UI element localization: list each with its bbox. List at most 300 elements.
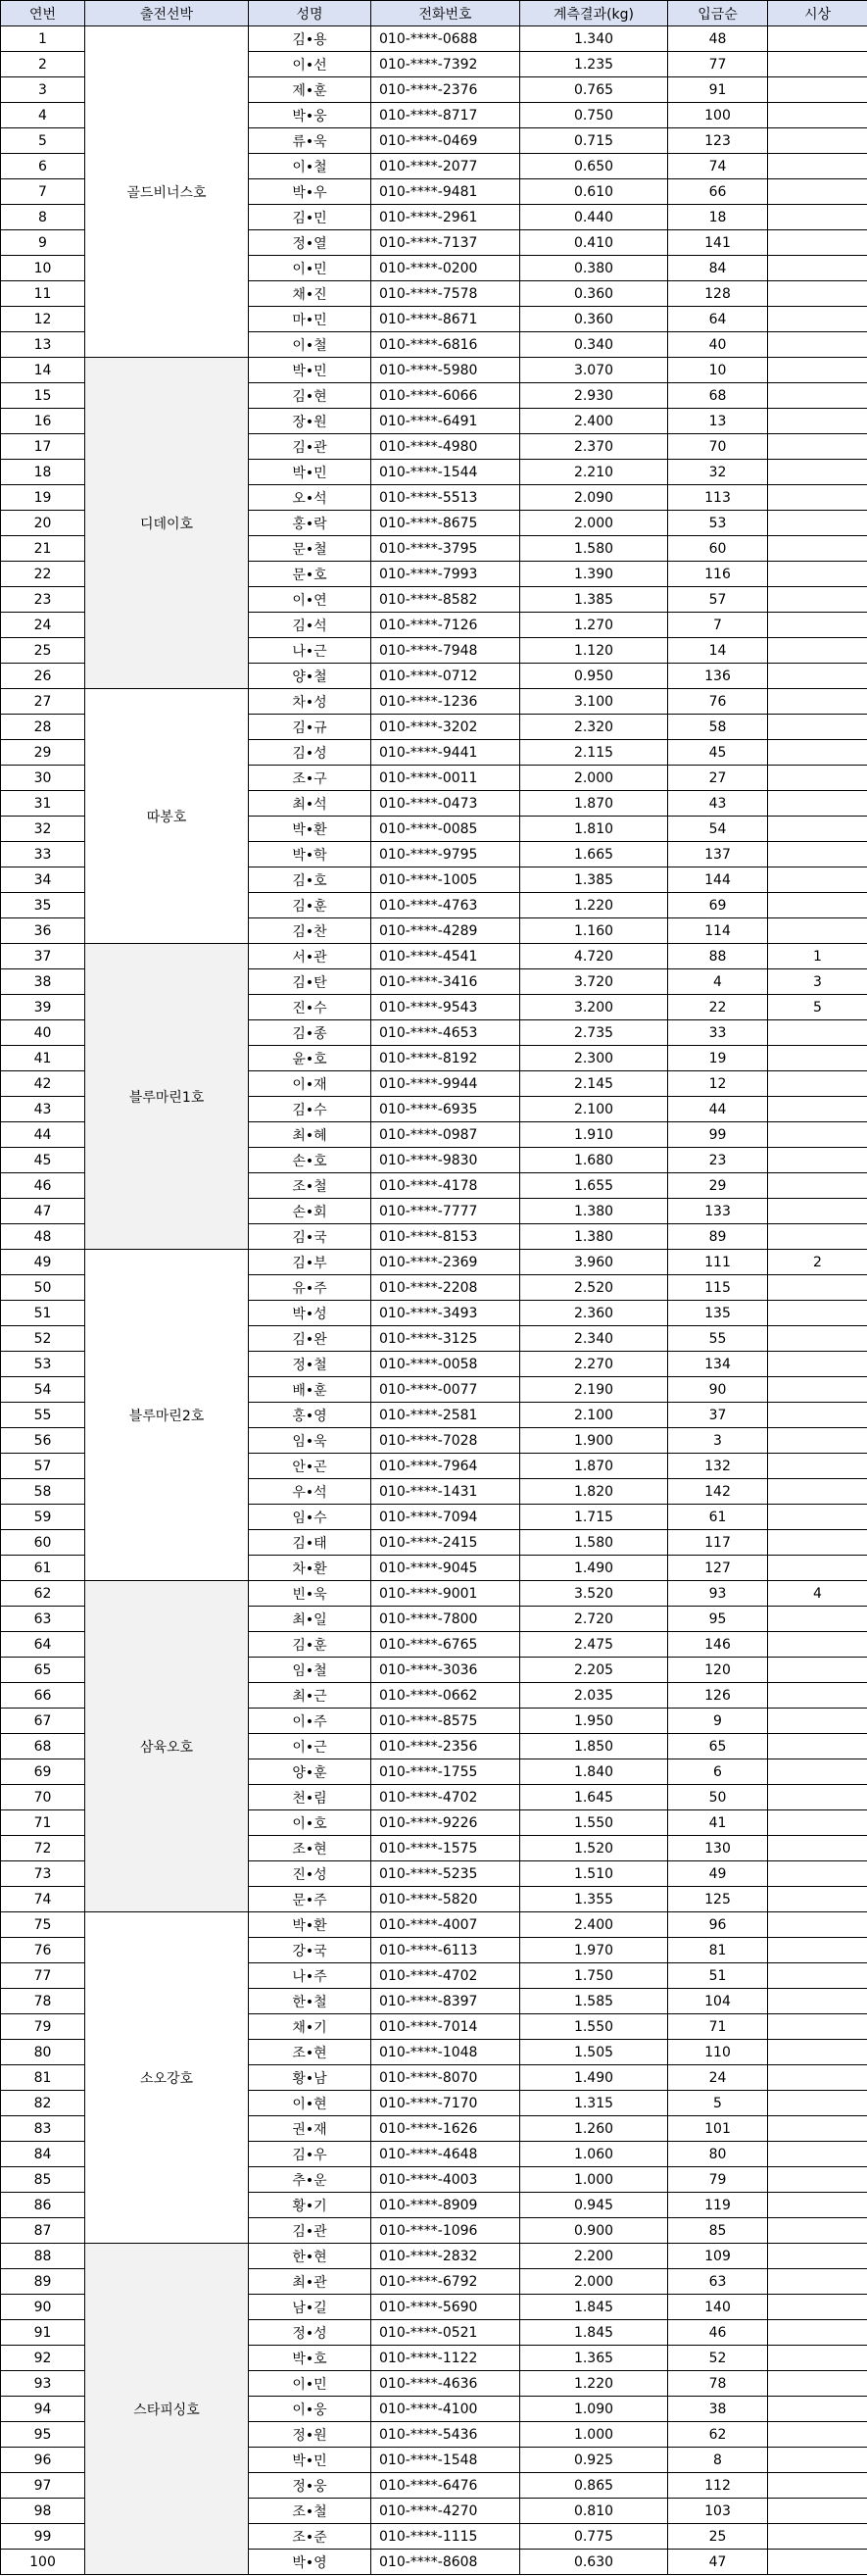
angler-name: 이•주 <box>249 1709 371 1734</box>
angler-name: 추•운 <box>249 2167 371 2193</box>
phone-number: 010-****-6491 <box>371 409 520 434</box>
angler-name: 안•곤 <box>249 1454 371 1479</box>
phone-number: 010-****-7578 <box>371 281 520 307</box>
row-index: 89 <box>1 2269 85 2295</box>
weight-result: 2.340 <box>520 1326 668 1352</box>
deposit-order: 6 <box>668 1759 768 1785</box>
row-index: 45 <box>1 1148 85 1173</box>
angler-name: 손•회 <box>249 1199 371 1224</box>
table-row <box>1 1912 867 1938</box>
angler-name: 문•호 <box>249 562 371 587</box>
row-index: 32 <box>1 817 85 842</box>
deposit-order: 116 <box>668 562 768 587</box>
deposit-order: 115 <box>668 1275 768 1301</box>
award-rank <box>768 409 867 434</box>
row-index: 54 <box>1 1377 85 1403</box>
row-index: 92 <box>1 2346 85 2371</box>
award-rank <box>768 918 867 944</box>
angler-name: 황•남 <box>249 2065 371 2091</box>
row-index: 28 <box>1 715 85 740</box>
row-index: 24 <box>1 613 85 638</box>
award-rank <box>768 1275 867 1301</box>
phone-number: 010-****-7126 <box>371 613 520 638</box>
deposit-order: 8 <box>668 2448 768 2473</box>
deposit-order: 96 <box>668 1912 768 1938</box>
award-rank <box>768 2142 867 2167</box>
weight-result: 1.950 <box>520 1709 668 1734</box>
phone-number: 010-****-8575 <box>371 1709 520 1734</box>
angler-name: 이•재 <box>249 1071 371 1097</box>
angler-name: 빈•욱 <box>249 1581 371 1607</box>
weight-result: 1.160 <box>520 918 668 944</box>
deposit-order: 81 <box>668 1938 768 1963</box>
row-index: 58 <box>1 1479 85 1505</box>
deposit-order: 38 <box>668 2397 768 2422</box>
weight-result: 0.865 <box>520 2473 668 2499</box>
award-rank <box>768 2167 867 2193</box>
deposit-order: 53 <box>668 511 768 536</box>
weight-result: 0.380 <box>520 256 668 281</box>
award-rank <box>768 1352 867 1377</box>
award-rank <box>768 358 867 383</box>
weight-result: 1.970 <box>520 1938 668 1963</box>
phone-number: 010-****-1575 <box>371 1836 520 1861</box>
angler-name: 이•연 <box>249 587 371 613</box>
award-rank <box>768 1326 867 1352</box>
phone-number: 010-****-0712 <box>371 664 520 689</box>
phone-number: 010-****-0688 <box>371 26 520 52</box>
phone-number: 010-****-1236 <box>371 689 520 715</box>
phone-number: 010-****-8192 <box>371 1046 520 1071</box>
angler-name: 남•길 <box>249 2295 371 2320</box>
table-row <box>1 689 867 715</box>
row-index: 61 <box>1 1556 85 1581</box>
phone-number: 010-****-9944 <box>371 1071 520 1097</box>
row-index: 49 <box>1 1250 85 1275</box>
award-rank <box>768 715 867 740</box>
deposit-order: 136 <box>668 664 768 689</box>
award-rank <box>768 1963 867 1989</box>
angler-name: 박•성 <box>249 1301 371 1326</box>
angler-name: 김•민 <box>249 205 371 230</box>
row-index: 91 <box>1 2320 85 2346</box>
weight-result: 1.120 <box>520 638 668 664</box>
row-index: 10 <box>1 256 85 281</box>
phone-number: 010-****-0200 <box>371 256 520 281</box>
phone-number: 010-****-4289 <box>371 918 520 944</box>
angler-name: 유•주 <box>249 1275 371 1301</box>
deposit-order: 54 <box>668 817 768 842</box>
award-rank <box>768 1148 867 1173</box>
boat-name: 블루마린1호 <box>85 944 249 1250</box>
angler-name: 류•욱 <box>249 128 371 154</box>
angler-name: 진•수 <box>249 995 371 1020</box>
row-index: 20 <box>1 511 85 536</box>
deposit-order: 140 <box>668 2295 768 2320</box>
deposit-order: 46 <box>668 2320 768 2346</box>
row-index: 80 <box>1 2040 85 2065</box>
weight-result: 0.900 <box>520 2218 668 2244</box>
angler-name: 서•관 <box>249 944 371 969</box>
weight-result: 1.580 <box>520 1530 668 1556</box>
weight-result: 2.720 <box>520 1607 668 1632</box>
phone-number: 010-****-2581 <box>371 1403 520 1428</box>
angler-name: 나•주 <box>249 1963 371 1989</box>
header-name: 성명 <box>249 1 371 26</box>
deposit-order: 14 <box>668 638 768 664</box>
row-index: 14 <box>1 358 85 383</box>
angler-name: 진•성 <box>249 1861 371 1887</box>
angler-name: 김•훈 <box>249 893 371 918</box>
award-rank <box>768 1097 867 1122</box>
weight-result: 0.775 <box>520 2524 668 2550</box>
angler-name: 임•욱 <box>249 1428 371 1454</box>
row-index: 42 <box>1 1071 85 1097</box>
deposit-order: 100 <box>668 103 768 128</box>
weight-result: 0.610 <box>520 179 668 205</box>
weight-result: 1.900 <box>520 1428 668 1454</box>
row-index: 19 <box>1 485 85 511</box>
weight-result: 2.100 <box>520 1097 668 1122</box>
phone-number: 010-****-3795 <box>371 536 520 562</box>
row-index: 81 <box>1 2065 85 2091</box>
phone-number: 010-****-8153 <box>371 1224 520 1250</box>
row-index: 60 <box>1 1530 85 1556</box>
phone-number: 010-****-7170 <box>371 2091 520 2116</box>
angler-name: 정•웅 <box>249 2473 371 2499</box>
weight-result: 1.000 <box>520 2167 668 2193</box>
angler-name: 채•진 <box>249 281 371 307</box>
award-rank <box>768 2014 867 2040</box>
deposit-order: 22 <box>668 995 768 1020</box>
row-index: 64 <box>1 1632 85 1658</box>
weight-result: 0.945 <box>520 2193 668 2218</box>
angler-name: 김•종 <box>249 1020 371 1046</box>
award-rank <box>768 511 867 536</box>
angler-name: 정•열 <box>249 230 371 256</box>
phone-number: 010-****-6113 <box>371 1938 520 1963</box>
award-rank <box>768 2448 867 2473</box>
angler-name: 김•탄 <box>249 969 371 995</box>
row-index: 17 <box>1 434 85 460</box>
row-index: 47 <box>1 1199 85 1224</box>
row-index: 38 <box>1 969 85 995</box>
phone-number: 010-****-1431 <box>371 1479 520 1505</box>
row-index: 2 <box>1 52 85 77</box>
deposit-order: 77 <box>668 52 768 77</box>
weight-result: 1.655 <box>520 1173 668 1199</box>
row-index: 23 <box>1 587 85 613</box>
row-index: 39 <box>1 995 85 1020</box>
row-index: 18 <box>1 460 85 485</box>
phone-number: 010-****-4178 <box>371 1173 520 1199</box>
deposit-order: 78 <box>668 2371 768 2397</box>
row-index: 46 <box>1 1173 85 1199</box>
boat-name: 블루마린2호 <box>85 1250 249 1581</box>
award-rank <box>768 2218 867 2244</box>
row-index: 67 <box>1 1709 85 1734</box>
phone-number: 010-****-1005 <box>371 867 520 893</box>
phone-number: 010-****-5980 <box>371 358 520 383</box>
deposit-order: 68 <box>668 383 768 409</box>
award-rank <box>768 1454 867 1479</box>
row-index: 34 <box>1 867 85 893</box>
angler-name: 최•관 <box>249 2269 371 2295</box>
row-index: 35 <box>1 893 85 918</box>
phone-number: 010-****-7777 <box>371 1199 520 1224</box>
weight-result: 2.000 <box>520 2269 668 2295</box>
weight-result: 1.270 <box>520 613 668 638</box>
row-index: 29 <box>1 740 85 766</box>
deposit-order: 47 <box>668 2550 768 2575</box>
phone-number: 010-****-6476 <box>371 2473 520 2499</box>
deposit-order: 141 <box>668 230 768 256</box>
boat-name: 삼육오호 <box>85 1581 249 1912</box>
angler-name: 김•현 <box>249 383 371 409</box>
phone-number: 010-****-0473 <box>371 791 520 817</box>
phone-number: 010-****-4541 <box>371 944 520 969</box>
weight-result: 2.475 <box>520 1632 668 1658</box>
weight-result: 2.270 <box>520 1352 668 1377</box>
deposit-order: 132 <box>668 1454 768 1479</box>
award-rank: 3 <box>768 969 867 995</box>
deposit-order: 12 <box>668 1071 768 1097</box>
angler-name: 김•수 <box>249 1097 371 1122</box>
award-rank <box>768 2473 867 2499</box>
phone-number: 010-****-4980 <box>371 434 520 460</box>
angler-name: 최•일 <box>249 1607 371 1632</box>
row-index: 74 <box>1 1887 85 1912</box>
phone-number: 010-****-7028 <box>371 1428 520 1454</box>
weight-result: 1.840 <box>520 1759 668 1785</box>
phone-number: 010-****-1122 <box>371 2346 520 2371</box>
award-rank <box>768 383 867 409</box>
weight-result: 0.950 <box>520 664 668 689</box>
weight-result: 2.300 <box>520 1046 668 1071</box>
row-index: 83 <box>1 2116 85 2142</box>
deposit-order: 70 <box>668 434 768 460</box>
award-rank <box>768 2422 867 2448</box>
row-index: 72 <box>1 1836 85 1861</box>
award-rank <box>768 2116 867 2142</box>
deposit-order: 120 <box>668 1658 768 1683</box>
weight-result: 1.645 <box>520 1785 668 1810</box>
award-rank <box>768 587 867 613</box>
deposit-order: 130 <box>668 1836 768 1861</box>
angler-name: 양•철 <box>249 664 371 689</box>
award-rank <box>768 460 867 485</box>
table-row <box>1 944 867 969</box>
award-rank <box>768 1734 867 1759</box>
weight-result: 1.390 <box>520 562 668 587</box>
deposit-order: 112 <box>668 2473 768 2499</box>
angler-name: 이•선 <box>249 52 371 77</box>
weight-result: 2.145 <box>520 1071 668 1097</box>
row-index: 12 <box>1 307 85 332</box>
weight-result: 1.505 <box>520 2040 668 2065</box>
row-index: 6 <box>1 154 85 179</box>
angler-name: 이•웅 <box>249 2397 371 2422</box>
award-rank: 1 <box>768 944 867 969</box>
row-index: 84 <box>1 2142 85 2167</box>
award-rank <box>768 154 867 179</box>
deposit-order: 84 <box>668 256 768 281</box>
row-index: 52 <box>1 1326 85 1352</box>
award-rank <box>768 1989 867 2014</box>
row-index: 33 <box>1 842 85 867</box>
weight-result: 1.820 <box>520 1479 668 1505</box>
deposit-order: 7 <box>668 613 768 638</box>
deposit-order: 117 <box>668 1530 768 1556</box>
table-row <box>1 1250 867 1275</box>
award-rank <box>768 1377 867 1403</box>
weight-result: 1.340 <box>520 26 668 52</box>
weight-result: 1.510 <box>520 1861 668 1887</box>
header-phone: 전화번호 <box>371 1 520 26</box>
phone-number: 010-****-6816 <box>371 332 520 358</box>
award-rank <box>768 128 867 154</box>
angler-name: 차•성 <box>249 689 371 715</box>
phone-number: 010-****-9543 <box>371 995 520 1020</box>
award-rank <box>768 2550 867 2575</box>
weight-result: 0.715 <box>520 128 668 154</box>
weight-result: 2.200 <box>520 2244 668 2269</box>
deposit-order: 109 <box>668 2244 768 2269</box>
deposit-order: 128 <box>668 281 768 307</box>
award-rank <box>768 1785 867 1810</box>
angler-name: 이•철 <box>249 154 371 179</box>
angler-name: 최•근 <box>249 1683 371 1709</box>
angler-name: 김•우 <box>249 2142 371 2167</box>
award-rank <box>768 1556 867 1581</box>
row-index: 9 <box>1 230 85 256</box>
boat-name: 따봉호 <box>85 689 249 944</box>
row-index: 97 <box>1 2473 85 2499</box>
phone-number: 010-****-0077 <box>371 1377 520 1403</box>
award-rank <box>768 1938 867 1963</box>
award-rank <box>768 332 867 358</box>
phone-number: 010-****-2961 <box>371 205 520 230</box>
deposit-order: 144 <box>668 867 768 893</box>
award-rank <box>768 638 867 664</box>
weight-result: 1.850 <box>520 1734 668 1759</box>
deposit-order: 50 <box>668 1785 768 1810</box>
deposit-order: 49 <box>668 1861 768 1887</box>
row-index: 66 <box>1 1683 85 1709</box>
weight-result: 0.410 <box>520 230 668 256</box>
angler-name: 박•학 <box>249 842 371 867</box>
deposit-order: 127 <box>668 1556 768 1581</box>
phone-number: 010-****-8397 <box>371 1989 520 2014</box>
award-rank <box>768 1836 867 1861</box>
angler-name: 임•수 <box>249 1505 371 1530</box>
award-rank <box>768 536 867 562</box>
weight-result: 1.355 <box>520 1887 668 1912</box>
angler-name: 장•원 <box>249 409 371 434</box>
angler-name: 김•관 <box>249 2218 371 2244</box>
row-index: 7 <box>1 179 85 205</box>
award-rank <box>768 842 867 867</box>
award-rank <box>768 867 867 893</box>
deposit-order: 126 <box>668 1683 768 1709</box>
angler-name: 강•국 <box>249 1938 371 1963</box>
award-rank <box>768 2193 867 2218</box>
phone-number: 010-****-5820 <box>371 1887 520 1912</box>
weight-result: 0.630 <box>520 2550 668 2575</box>
award-rank <box>768 1046 867 1071</box>
award-rank <box>768 1709 867 1734</box>
phone-number: 010-****-4763 <box>371 893 520 918</box>
weight-result: 1.845 <box>520 2320 668 2346</box>
deposit-order: 88 <box>668 944 768 969</box>
row-index: 50 <box>1 1275 85 1301</box>
deposit-order: 114 <box>668 918 768 944</box>
deposit-order: 25 <box>668 2524 768 2550</box>
row-index: 26 <box>1 664 85 689</box>
award-rank <box>768 2244 867 2269</box>
angler-name: 임•철 <box>249 1658 371 1683</box>
row-index: 1 <box>1 26 85 52</box>
row-index: 53 <box>1 1352 85 1377</box>
weight-result: 1.490 <box>520 1556 668 1581</box>
phone-number: 010-****-1548 <box>371 2448 520 2473</box>
angler-name: 배•훈 <box>249 1377 371 1403</box>
phone-number: 010-****-1115 <box>371 2524 520 2550</box>
weight-result: 2.090 <box>520 485 668 511</box>
award-rank <box>768 2065 867 2091</box>
award-rank <box>768 562 867 587</box>
row-index: 100 <box>1 2550 85 2575</box>
phone-number: 010-****-5513 <box>371 485 520 511</box>
weight-result: 2.400 <box>520 409 668 434</box>
angler-name: 김•용 <box>249 26 371 52</box>
header-award: 시상 <box>768 1 867 26</box>
award-rank <box>768 1428 867 1454</box>
row-index: 27 <box>1 689 85 715</box>
boat-name: 소오강호 <box>85 1912 249 2244</box>
phone-number: 010-****-9045 <box>371 1556 520 1581</box>
phone-number: 010-****-2415 <box>371 1530 520 1556</box>
phone-number: 010-****-1626 <box>371 2116 520 2142</box>
angler-name: 조•현 <box>249 1836 371 1861</box>
angler-name: 김•석 <box>249 613 371 638</box>
phone-number: 010-****-9830 <box>371 1148 520 1173</box>
deposit-order: 71 <box>668 2014 768 2040</box>
weight-result: 2.000 <box>520 511 668 536</box>
weight-result: 2.205 <box>520 1658 668 1683</box>
deposit-order: 66 <box>668 179 768 205</box>
phone-number: 010-****-1544 <box>371 460 520 485</box>
weight-result: 1.750 <box>520 1963 668 1989</box>
deposit-order: 104 <box>668 1989 768 2014</box>
deposit-order: 60 <box>668 536 768 562</box>
weight-result: 2.190 <box>520 1377 668 1403</box>
deposit-order: 61 <box>668 1505 768 1530</box>
row-index: 62 <box>1 1581 85 1607</box>
row-index: 94 <box>1 2397 85 2422</box>
weight-result: 2.115 <box>520 740 668 766</box>
weight-result: 1.665 <box>520 842 668 867</box>
angler-name: 조•현 <box>249 2040 371 2065</box>
angler-name: 정•성 <box>249 2320 371 2346</box>
angler-name: 김•찬 <box>249 918 371 944</box>
phone-number: 010-****-3493 <box>371 1301 520 1326</box>
row-index: 75 <box>1 1912 85 1938</box>
angler-name: 홍•영 <box>249 1403 371 1428</box>
award-rank <box>768 307 867 332</box>
award-rank <box>768 893 867 918</box>
row-index: 76 <box>1 1938 85 1963</box>
